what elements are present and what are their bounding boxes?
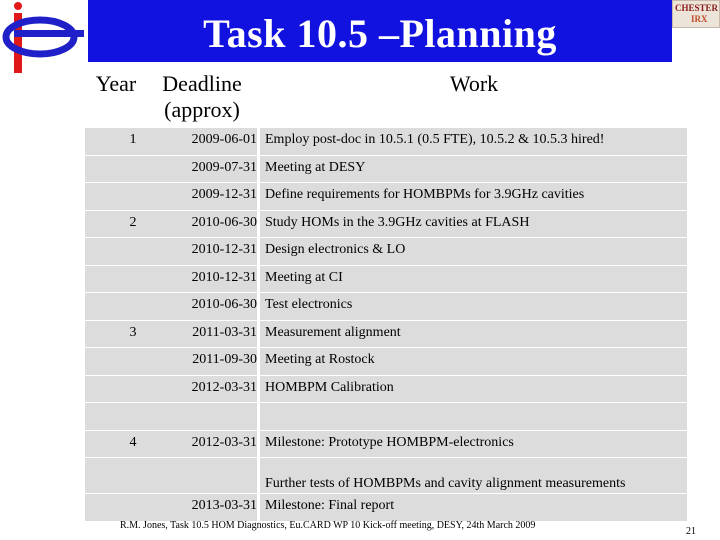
row-date: 2012-03-31 (191, 379, 257, 395)
row-date: 2010-06-30 (191, 297, 257, 312)
row-work: Milestone: Prototype HOMBPM-electronics (265, 434, 514, 450)
header-work: Work (449, 71, 499, 96)
column-separator (257, 494, 260, 521)
table-row (85, 293, 687, 321)
column-separator (257, 266, 260, 293)
row-date: 2010-06-30 (191, 214, 257, 230)
column-separator (257, 183, 260, 210)
table-row (85, 266, 687, 294)
row-work: Further tests of HOMBPMs and cavity alignment measurements (265, 476, 626, 491)
row-work: Meeting at CI (265, 269, 343, 285)
column-separator (257, 128, 260, 155)
column-separator (257, 321, 260, 348)
column-separator (257, 458, 260, 493)
row-work: HOMBPM Calibration (265, 379, 394, 395)
column-separator (257, 65, 260, 128)
table-row (85, 348, 687, 376)
row-work: Employ post-doc in 10.5.1 (0.5 FTE), 10.5.2 & 10.5.3 hired! (265, 132, 605, 147)
header-deadline-line1: Deadline (162, 71, 242, 96)
row-year: 4 (129, 434, 137, 450)
table-row (85, 128, 687, 156)
row-work: Meeting at Rostock (265, 352, 375, 367)
row-work: Test electronics (265, 297, 353, 312)
partner-logo-text: CHESTER (675, 3, 719, 13)
table-row (85, 156, 687, 184)
footer-credit: R.M. Jones, Task 10.5 HOM Diagnostics, Eu.CARD WP 10 Kick-off meeting, DESY, 24th March 2009 (120, 520, 536, 531)
header-deadline-line2: (approx) (164, 97, 240, 122)
row-date: 2010-12-31 (191, 269, 257, 285)
row-work: Measurement alignment (265, 324, 401, 340)
partner-logo (672, 0, 720, 28)
title-bar (88, 0, 672, 62)
header-year: Year (95, 71, 137, 96)
row-work: Define requirements for HOMBPMs for 3.9GHz cavities (265, 187, 585, 202)
table-row (85, 403, 687, 431)
row-date: 2009-07-31 (191, 159, 257, 175)
table-row (85, 458, 687, 494)
table-row (85, 494, 687, 522)
table-row (85, 183, 687, 211)
table-row (85, 431, 687, 459)
row-date: 2009-06-01 (191, 132, 257, 147)
column-separator (257, 348, 260, 375)
table-row (85, 211, 687, 239)
row-work: Design electronics & LO (265, 242, 406, 257)
row-work: Study HOMs in the 3.9GHz cavities at FLASH (265, 214, 530, 230)
row-date: 2010-12-31 (191, 242, 257, 257)
table-row (85, 376, 687, 404)
header-deadline (147, 71, 257, 123)
row-work: Milestone: Final report (265, 498, 395, 513)
column-separator (257, 403, 260, 430)
row-year: 3 (129, 324, 137, 340)
page-number: 21 (686, 526, 696, 537)
row-date: 2012-03-31 (191, 434, 257, 450)
row-work: Meeting at DESY (265, 159, 366, 175)
table-header (85, 65, 687, 128)
row-date: 2011-03-31 (192, 324, 257, 340)
column-separator (257, 376, 260, 403)
row-date: 2013-03-31 (191, 498, 257, 513)
column-separator (257, 211, 260, 238)
planning-table (85, 65, 687, 522)
table-row (85, 321, 687, 349)
table-row (85, 238, 687, 266)
column-separator (257, 293, 260, 320)
partner-logo-subtext: IRX (691, 14, 708, 24)
column-separator (257, 156, 260, 183)
column-separator (257, 238, 260, 265)
column-separator (257, 431, 260, 458)
row-date: 2009-12-31 (191, 187, 257, 202)
institute-logo (0, 0, 88, 76)
row-date: 2011-09-30 (192, 352, 257, 367)
slide-title: Task 10.5 –Planning (203, 10, 557, 56)
row-year: 2 (129, 214, 137, 230)
row-year: 1 (129, 132, 137, 147)
